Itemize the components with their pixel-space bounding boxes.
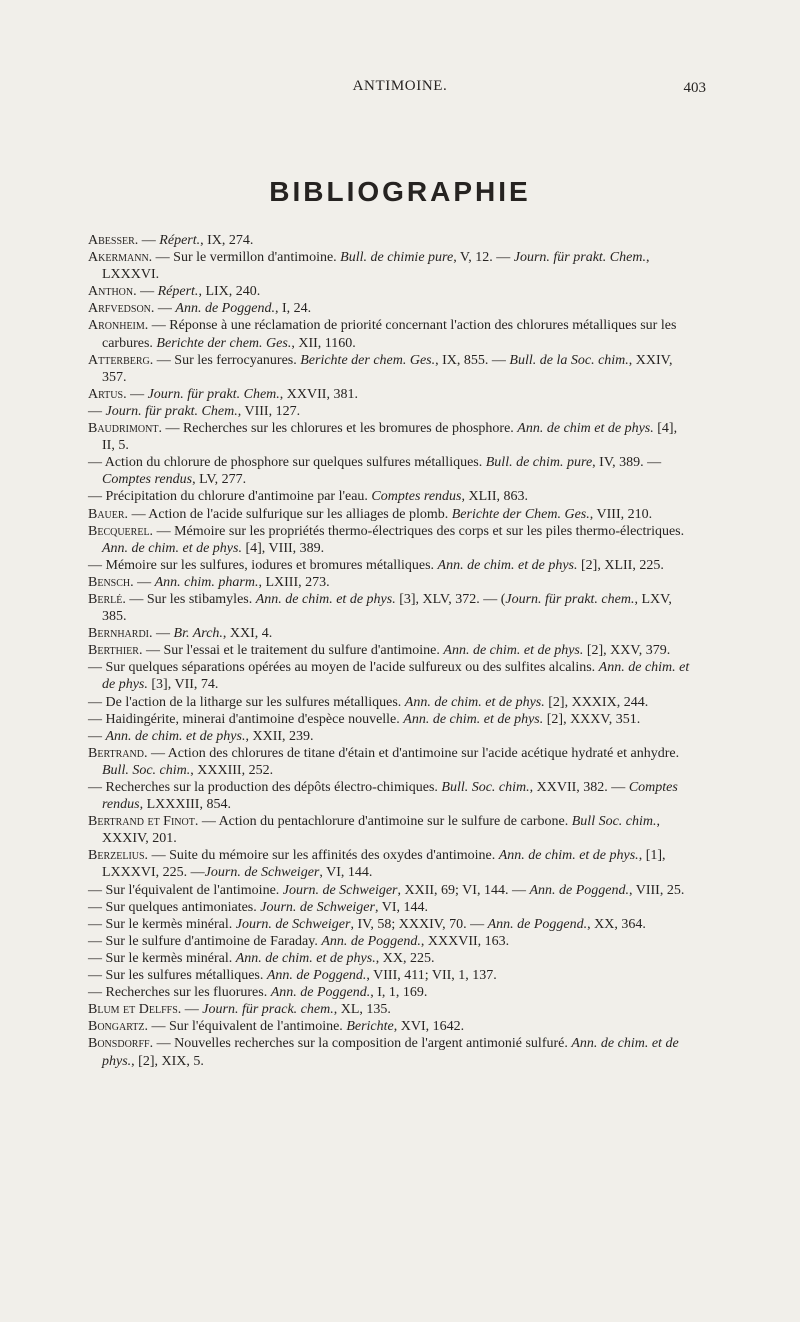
entry-author: Blum et Delffs.: [88, 1002, 182, 1018]
bibliography-entry: [88, 591, 691, 625]
bibliography-entry: [88, 813, 691, 847]
bibliography-entry: [88, 967, 691, 984]
entry-author: Arfvedson.: [88, 301, 155, 317]
entry-reference: — Sur les sulfures métalliques. Ann. de Poggend., VIII, 411; VII, 1, 137.: [88, 968, 497, 984]
entry-reference: — Précipitation du chlorure d'antimoine par l'eau. Comptes rendus, XLII, 863.: [88, 489, 528, 505]
entry-reference: — Mémoire sur les sulfures, iodures et bromures métalliques. Ann. de chim. et de phys. [2], XLII, 225.: [88, 557, 664, 573]
entry-reference: — Sur le sulfure d'antimoine de Faraday. Ann. de Poggend., XXXVII, 163.: [88, 933, 510, 949]
bibliography-entry: [88, 506, 691, 523]
bibliography-entry: [88, 352, 691, 386]
entry-reference: — Journ. für prakt. Chem., XXVII, 381.: [126, 386, 358, 402]
bibliography-entry: [88, 950, 691, 967]
entry-reference: — Sur l'essai et le traitement du sulfure d'antimoine. Ann. de chim. et de phys. [2], XXV, 379.: [142, 643, 671, 659]
section-title: BIBLIOGRAPHIE: [269, 176, 531, 207]
bibliography-entry: [88, 454, 691, 488]
entry-reference: — Répert., IX, 274.: [138, 233, 254, 248]
entry-author: Bonsdorff.: [88, 1036, 154, 1052]
bibliography-entry: [88, 403, 691, 420]
entry-author: Abesser.: [88, 233, 139, 248]
entry-reference: — Sur le kermès minéral. Ann. de chim. et de phys., XX, 225.: [88, 950, 435, 966]
entry-reference: — Mémoire sur les propriétés thermo-électriques des corps et sur les piles thermo-électriques. Ann. de chim. et de phys. [4], VIII, 389.: [102, 523, 685, 556]
bibliography-entry: [88, 933, 691, 950]
entry-reference: — Journ. für prack. chem., XL, 135.: [181, 1002, 391, 1018]
entry-reference: — Action du pentachlorure d'antimoine sur le sulfure de carbone. Bull Soc. chim., XXXIV, 201.: [102, 814, 661, 847]
bibliography-entry: [88, 659, 691, 693]
entry-reference: — Sur l'équivalent de l'antimoine. Berichte, XVI, 1642.: [148, 1019, 465, 1035]
entry-reference: — Sur le kermès minéral. Journ. de Schweiger, IV, 58; XXXIV, 70. — Ann. de Poggend., XX, 364.: [88, 916, 646, 932]
entry-author: Bongartz.: [88, 1019, 149, 1035]
entry-author: Bernhardi.: [88, 626, 153, 642]
entry-reference: — Journ. für prakt. Chem., VIII, 127.: [88, 403, 301, 419]
page-number: 403: [683, 80, 706, 96]
entry-reference: — Recherches sur les chlorures et les bromures de phosphore. Ann. de chim et de phys. [4], II, 5.: [102, 421, 678, 454]
entry-reference: — Action du chlorure de phosphore sur quelques sulfures métalliques. Bull. de chim. pure, IV, 389. — Comptes rendus, LV, 277.: [88, 455, 662, 488]
entry-author: Baudrimont.: [88, 421, 162, 437]
bibliography-entry: [88, 574, 691, 591]
entry-author: Anthon.: [88, 284, 137, 300]
entry-author: Becquerel.: [88, 523, 154, 539]
bibliography-entry: [88, 899, 691, 916]
entry-reference: — Br. Arch., XXI, 4.: [152, 626, 273, 642]
bibliography-entry: [88, 1035, 691, 1069]
bibliography-entry: [88, 882, 691, 899]
entry-reference: — Sur l'équivalent de l'antimoine. Journ. de Schweiger, XXII, 69; VI, 144. — Ann. de Poggend., VIII, 25.: [88, 882, 685, 898]
entry-author: Bertrand et Finot.: [88, 814, 199, 830]
bibliography-entry: [88, 625, 691, 642]
bibliography-entry: [88, 386, 691, 403]
entry-author: Aronheim.: [88, 318, 149, 334]
bibliography-entry: [88, 847, 691, 881]
bibliography-entry: [88, 1001, 691, 1018]
entry-reference: — Sur quelques antimoniates. Journ. de Schweiger, VI, 144.: [88, 899, 428, 915]
entry-reference: — Recherches sur la production des dépôts électro-chimiques. Bull. Soc. chim., XXVII, 382. — Comptes rendus, LXXXIII, 854.: [88, 780, 678, 813]
entry-reference: — Ann. de Poggend., I, 24.: [154, 301, 312, 317]
bibliography-entry: [88, 984, 691, 1001]
entry-author: Artus.: [88, 386, 127, 402]
entry-reference: — Réponse à une réclamation de priorité concernant l'action des chlorures métalliques sur les carbures. Berichte der chem. Ges., XII, 1160.: [102, 318, 677, 351]
bibliography-entry: [88, 779, 691, 813]
bibliography-entry: [88, 232, 691, 249]
entry-author: Bauer.: [88, 506, 129, 522]
bibliography-entry: [88, 1018, 691, 1035]
entry-reference: — Sur les stibamyles. Ann. de chim. et de phys. [3], XLV, 372. — (Journ. für prakt. chem., LXV, 385.: [102, 591, 672, 625]
bibliography-entry: [88, 711, 691, 728]
entry-reference: — Action des chlorures de titane d'étain et d'antimoine sur l'acide acétique hydraté et anhydre. Bull. Soc. chim., XXXIII, 252.: [102, 745, 680, 778]
entry-reference: — Répert., LIX, 240.: [136, 284, 261, 300]
entry-author: Atterberg.: [88, 352, 154, 368]
running-head: ANTIMOINE.: [352, 78, 448, 94]
bibliography-entry: [88, 300, 691, 317]
entry-reference: — Haidingérite, minerai d'antimoine d'espèce nouvelle. Ann. de chim. et de phys. [2], XXXV, 351.: [88, 711, 641, 727]
bibliography-entry: [88, 728, 691, 745]
bibliography-entry: [88, 249, 691, 283]
bibliography-entry: [88, 523, 691, 557]
entry-reference: — Ann. chim. pharm., LXIII, 273.: [133, 574, 330, 590]
bibliography-entry: [88, 916, 691, 933]
bibliography-entry: [88, 283, 691, 300]
entry-reference: — De l'action de la litharge sur les sulfures métalliques. Ann. de chim. et de phys. [2], XXXIX, 244.: [88, 694, 649, 710]
entry-author: Bertrand.: [88, 745, 148, 761]
bibliography-entry: [88, 745, 691, 779]
bibliography-list: [88, 232, 691, 1070]
entry-reference: — Suite du mémoire sur les affinités des oxydes d'antimoine. Ann. de chim. et de phys., [1], LXXXVI, 225. —Journ. de Schweiger, VI, 144.: [102, 848, 666, 881]
entry-author: Berthier.: [88, 643, 143, 659]
entry-reference: — Action de l'acide sulfurique sur les alliages de plomb. Berichte der Chem. Ges., VIII, 210.: [128, 506, 653, 522]
bibliography-entry: [88, 317, 691, 351]
bibliography-entry: [88, 557, 691, 574]
entry-reference: — Nouvelles recherches sur la composition de l'argent antimonié sulfuré. Ann. de chim. et de phys., [2], XIX, 5.: [102, 1036, 679, 1069]
entry-reference: — Sur le vermillon d'antimoine. Bull. de chimie pure, V, 12. — Journ. für prakt. Chem., LXXXVI.: [102, 250, 650, 283]
entry-reference: — Sur quelques séparations opérées au moyen de l'acide sulfureux ou des sulfites alcalins. Ann. de chim. et de phys. [3], VII, 74.: [88, 660, 690, 693]
bibliography-entry: [88, 488, 691, 505]
entry-author: Bensch.: [88, 574, 134, 590]
bibliography-entry: [88, 694, 691, 711]
entry-reference: — Ann. de chim. et de phys., XXII, 239.: [88, 728, 314, 744]
bibliography-entry: [88, 642, 691, 659]
entry-author: Akermann.: [88, 250, 153, 266]
entry-author: Berzelius.: [88, 848, 149, 864]
bibliography-entry: [88, 420, 691, 454]
entry-reference: — Sur les ferrocyanures. Berichte der chem. Ges., IX, 855. — Bull. de la Soc. chim., XXIV, 357.: [102, 352, 673, 385]
entry-author: Berlé.: [88, 591, 126, 607]
entry-reference: — Recherches sur les fluorures. Ann. de Poggend., I, 1, 169.: [88, 985, 428, 1001]
